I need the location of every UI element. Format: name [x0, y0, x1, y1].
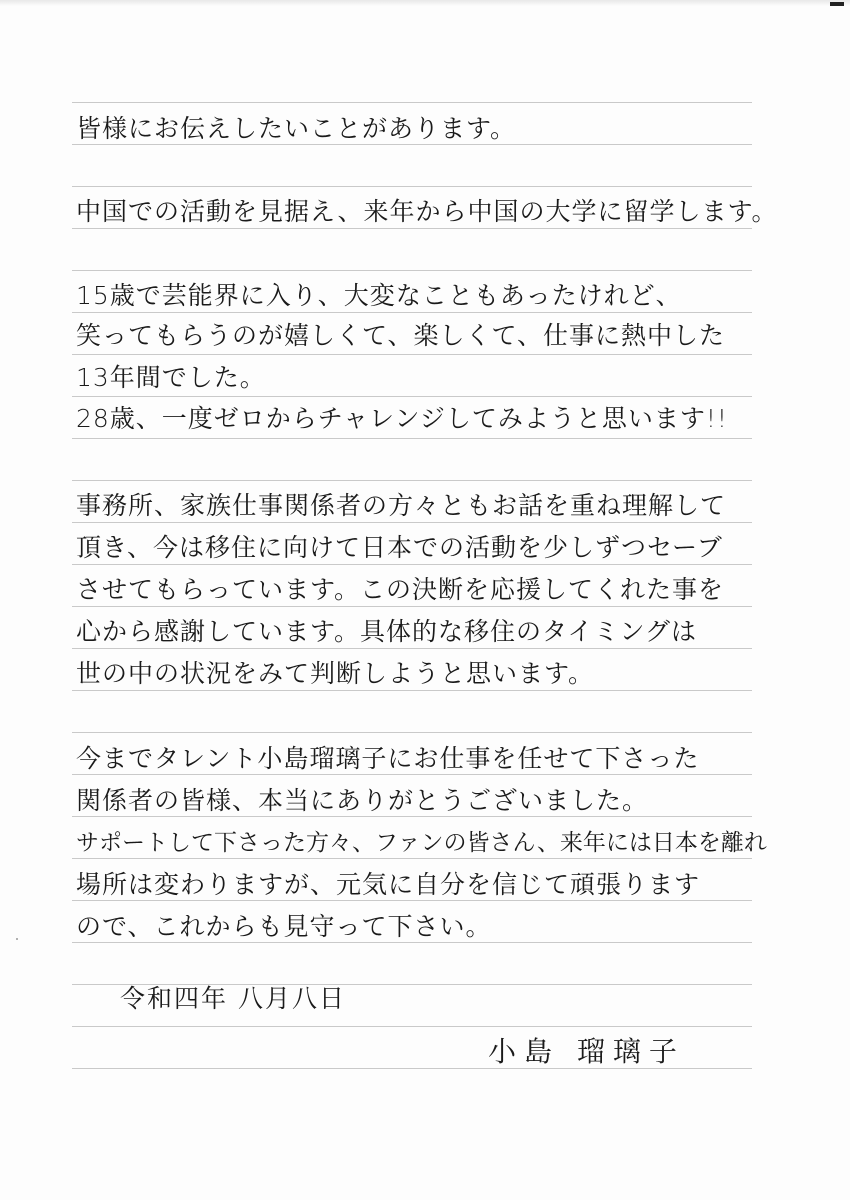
ruled-line [72, 816, 752, 817]
ruled-line [72, 396, 752, 397]
letter-line: 皆様にお伝えしたいことがあります。 [76, 114, 517, 143]
letter-line: 世の中の状況をみて判断しようと思います。 [76, 659, 595, 688]
ruled-line [72, 774, 752, 775]
letter-line: 笑ってもらうのが嬉しくて、楽しくて、仕事に熱中した [76, 321, 726, 350]
letter-line: 15歳で芸能界に入り、大変なこともあったけれど、 [76, 281, 682, 310]
letter-line: 今までタレント小島瑠璃子にお仕事を任せて下さった [76, 744, 700, 773]
ruled-line [72, 690, 752, 691]
ruled-line [72, 144, 752, 145]
letter-line: 28歳、一度ゼロからチャレンジしてみようと思います!! [76, 404, 728, 433]
ruled-line [72, 1068, 752, 1069]
ruled-line [72, 354, 752, 355]
letter-line: 関係者の皆様、本当にありがとうございました。 [76, 786, 649, 815]
ruled-line [72, 186, 752, 187]
letter-line: 場所は変わりますが、元気に自分を信じて頑張ります [76, 870, 701, 899]
letter-date: 令和四年 八月八日 [120, 984, 346, 1013]
ruled-line [72, 1026, 752, 1027]
letter-line: させてもらっています。この決断を応援してくれた事を [76, 575, 725, 604]
ruled-line [72, 858, 752, 859]
letter-line: 事務所、家族仕事関係者の方々ともお話を重ね理解して [76, 491, 727, 520]
ruled-line [72, 942, 752, 943]
ruled-line [72, 900, 752, 901]
ruled-line [72, 564, 752, 565]
ruled-line [72, 522, 752, 523]
letter-line: 心から感謝しています。具体的な移住のタイミングは [76, 617, 698, 646]
ruled-line [72, 312, 752, 313]
letter-signature: 小島 瑠璃子 [488, 1035, 685, 1068]
scan-speck [16, 938, 18, 940]
ruled-line [72, 270, 752, 271]
ruled-line [72, 438, 752, 439]
letter-line: 頂き、今は移住に向けて日本での活動を少しずつセーブ [76, 533, 723, 562]
letter-line: ので、これからも見守って下さい。 [76, 912, 492, 941]
scan-top-edge [0, 0, 850, 6]
ruled-line [72, 480, 752, 481]
letter-line: 中国での活動を見据え、来年から中国の大学に留学します。 [76, 197, 778, 226]
ruled-line [72, 732, 752, 733]
letter-line: サポートして下さった方々、ファンの皆さん、来年には日本を離れ [76, 830, 767, 856]
ruled-line [72, 606, 752, 607]
ruled-line [72, 648, 752, 649]
ruled-line [72, 102, 752, 103]
ruled-line [72, 228, 752, 229]
scan-corner-mark [830, 2, 844, 6]
letter-line: 13年間でした。 [76, 363, 266, 392]
